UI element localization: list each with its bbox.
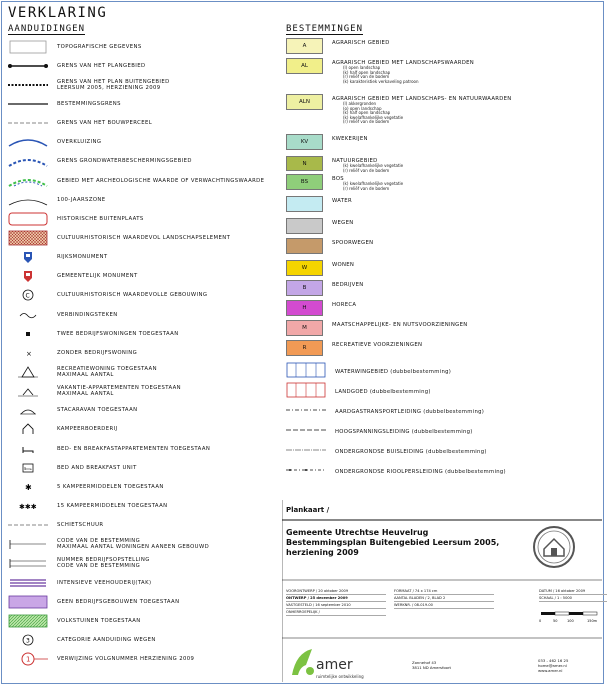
- plangrens2-icon: [8, 77, 48, 93]
- x-icon: [8, 345, 48, 361]
- house-line-icon: [8, 383, 48, 399]
- aanduiding-row: [8, 248, 280, 267]
- arc-blue-icon: [8, 153, 48, 169]
- scale-tick-150: 150m: [587, 619, 598, 623]
- plan-title: Gemeente Utrechtse Heuvelrug Bestemmingsplan Buitengebied Leersum 2005, herziening 2009: [286, 528, 500, 557]
- aanduiding-label: ZONDER BEDRIJFSWONING: [57, 349, 138, 356]
- dubbelbestemming-label: LANDGOED (dubbelbestemming): [335, 389, 431, 395]
- status-field: ONHERROEPELIJK /: [286, 609, 386, 616]
- red-grid-icon: [286, 382, 326, 402]
- status-field: WERKNR. / 08-019-00: [394, 602, 494, 609]
- thinline-icon: [8, 115, 48, 131]
- aanduiding-label: STACARAVAN TOEGESTAAN: [57, 407, 138, 414]
- aanduiding-label: CULTUURHISTORISCH WAARDEVOLLE GEBOUWING: [57, 292, 208, 299]
- house-icon: [8, 421, 48, 437]
- aanduiding-label: GRENS GRONDWATERBESCHERMINGSGEBIED: [57, 158, 192, 165]
- aanduiding-label: INTENSIEVE VEEHOUDERIJ(TAK): [57, 579, 152, 586]
- scale-tick-50: 50: [553, 619, 558, 623]
- aanduiding-label: GEMEENTELIJK MONUMENT: [57, 273, 138, 280]
- bestemming-label: AGRARISCH GEBIED MET LANDSCHAPSWAARDEN: [332, 60, 475, 66]
- aanduiding-row: [8, 114, 280, 133]
- amer-logo-mark: [286, 645, 416, 681]
- bestemming-row: [286, 260, 602, 280]
- aanduiding-label: VOLKSTUINEN TOEGESTAAN: [57, 617, 141, 624]
- bestemming-swatch: N: [286, 156, 323, 171]
- amer-logo: [286, 645, 416, 685]
- bestemming-label: SPOORWEGEN: [332, 240, 374, 246]
- aanduiding-row: [8, 554, 280, 573]
- aanduiding-label: TOPOGRAFISCHE GEGEVENS: [57, 43, 142, 50]
- hatchbox-icon: [8, 230, 48, 246]
- dubbelbestemming-label: HOOGSPANNINGSLEIDING (dubbelbestemming): [335, 429, 473, 435]
- plankaart-label: Plankaart /: [286, 506, 330, 514]
- dubbelbestemming-row: [286, 362, 602, 382]
- shield-blue-icon: [8, 249, 48, 265]
- circle-3-icon: [8, 632, 48, 648]
- purple-box-icon: [8, 594, 48, 610]
- star-icon: [8, 479, 48, 495]
- status-field: SCHAAL / 1 : 5000: [539, 595, 607, 602]
- aanduiding-label: GRENS VAN HET BOUWPERCEEL: [57, 120, 153, 127]
- aanduiding-row: [8, 75, 280, 94]
- bestemming-label: MAATSCHAPPELIJKE- EN NUTSVOORZIENINGEN: [332, 322, 468, 328]
- aanduiding-row: [8, 458, 280, 477]
- status-field: VASTGESTELD / 16 september 2010: [286, 602, 386, 609]
- plangrens-icon: [8, 58, 48, 74]
- svg-text:×: ×: [26, 349, 32, 358]
- bestemming-label: AGRARISCH GEBIED: [332, 40, 390, 46]
- svg-text:✱✱✱: ✱✱✱: [19, 502, 37, 511]
- bestemming-row: [286, 238, 602, 260]
- svg-text:3: 3: [26, 637, 30, 645]
- bestemming-swatch: [286, 196, 323, 212]
- aanduiding-label: GRENS VAN HET PLANGEBIED: [57, 62, 146, 69]
- aanduiding-row: [8, 573, 280, 592]
- topo-icon: [8, 39, 48, 55]
- bestemming-row: [286, 38, 602, 58]
- bestemming-row: [286, 134, 602, 156]
- legend-title: VERKLARING: [8, 5, 108, 21]
- aanduiding-label: CATEGORIE AANDUIDING WEGEN: [57, 636, 156, 643]
- green-box-icon: [8, 613, 48, 629]
- aanduiding-label: 100-JAARSZONE: [57, 196, 106, 203]
- redbox-icon: [8, 211, 48, 227]
- aanduiding-label: VERBINDINGSTEKEN: [57, 311, 118, 318]
- bestemming-swatch: KV: [286, 134, 323, 150]
- aanduiding-label: HISTORISCHE BUITENPLAATS: [57, 215, 144, 222]
- overkluizing-icon: [8, 134, 48, 150]
- svg-text:ruimtelijke ontwikkeling: ruimtelijke ontwikkeling: [316, 674, 364, 679]
- bestemming-row: [286, 340, 602, 362]
- aanduiding-label: 15 KAMPEERMIDDELEN TOEGESTAAN: [57, 502, 168, 509]
- bestemming-label: RECREATIEVE VOORZIENINGEN: [332, 342, 423, 348]
- dubbelbestemming-label: WATERWINGEBIED (dubbelbestemming): [335, 369, 452, 375]
- aanduiding-label: TWEE BEDRIJFSWONINGEN TOEGESTAAN: [57, 330, 179, 337]
- bestemming-sublabel: (l) open landschap (k) half open landschap (r) reliëf van de bodem (k) karakteristiek verkaveling patroon: [343, 65, 419, 84]
- aanduiding-row: [8, 171, 280, 190]
- aanduiding-label: 5 KAMPEERMIDDELEN TOEGESTAAN: [57, 483, 164, 490]
- bestemming-label: BEDRIJVEN: [332, 282, 364, 288]
- bestemmingen-heading: BESTEMMINGEN: [286, 24, 364, 34]
- dubbelbestemming-row: [286, 422, 602, 442]
- aanduiding-row: [8, 209, 280, 228]
- bestemming-label: NATUURGEBIED: [332, 158, 378, 164]
- circle-c-icon: [8, 287, 48, 303]
- bestemming-swatch: R: [286, 340, 323, 356]
- dubbelbestemming-row: [286, 462, 602, 482]
- bestemming-swatch: A: [286, 38, 323, 54]
- circle-1-icon: [8, 651, 48, 667]
- bestemming-row: [286, 320, 602, 340]
- arc-thin-icon: [8, 192, 48, 208]
- dotdash-icon: [286, 462, 326, 482]
- bestemming-row: [286, 174, 602, 196]
- bestemming-label: HORECA: [332, 302, 357, 308]
- aanduiding-row: [8, 382, 280, 401]
- svg-text:C: C: [25, 292, 30, 300]
- company-address: Zonnehof 43 3811 ND Amersfoort: [412, 660, 452, 670]
- bestemming-swatch: ALN: [286, 94, 323, 110]
- dubbelbestemming-row: [286, 442, 602, 462]
- dubbelbestemming-label: ONDERGRONDSE BUISLEIDING (dubbelbestemming): [335, 449, 487, 455]
- square-icon: [8, 326, 48, 342]
- bestemming-swatch: B: [286, 280, 323, 296]
- aanduiding-row: [8, 37, 280, 56]
- thinline-icon: [8, 517, 48, 533]
- aanduiding-label: RECREATIEWONING TOEGESTAAN MAXIMAAL AANTAL: [57, 365, 157, 378]
- bestemming-row: [286, 94, 602, 134]
- bestemming-swatch: [286, 238, 323, 254]
- bestemming-row: [286, 196, 602, 218]
- bestemming-label: WEGEN: [332, 220, 354, 226]
- bestemming-row: [286, 58, 602, 94]
- aanduidingen-heading: AANDUIDINGEN: [8, 24, 86, 34]
- bestemming-row: [286, 280, 602, 300]
- aanduiding-label: NUMMER BEDRIJFSOPSTELLING CODE VAN DE BESTEMMING: [57, 557, 150, 570]
- status-field: DATUM / 16 oktober 2009: [539, 588, 607, 595]
- aanduiding-row: [8, 611, 280, 630]
- aanduiding-row: [8, 439, 280, 458]
- dashdot-icon: [286, 402, 326, 422]
- aanduiding-row: [8, 133, 280, 152]
- company-contact: 033 - 462 16 25 home@amer.nl www.amer.nl: [538, 658, 569, 673]
- dashthin-icon: [286, 442, 326, 462]
- title-block: [282, 500, 602, 682]
- line-icon: [8, 96, 48, 112]
- bestemming-swatch: [286, 218, 323, 234]
- aanduiding-label: VAKANTIE-APPARTEMENTEN TOEGESTAAN MAXIMAAL AANTAL: [57, 385, 182, 398]
- bestemming-sublabel: (k) kwelafhankelijke vegetatie (r) reliëf van de bodem: [343, 163, 404, 173]
- bestemming-row: [286, 218, 602, 238]
- aanduiding-row: [8, 286, 280, 305]
- shield-red-icon: [8, 268, 48, 284]
- status-field: AANTAL BLADEN / 2, BLAD 2: [394, 595, 494, 602]
- bestemming-swatch: BS: [286, 174, 323, 190]
- aanduiding-row: [8, 630, 280, 649]
- bestemming-label: KWEKERIJEN: [332, 136, 368, 142]
- aanduiding-label: GRENS VAN HET PLAN BUITENGEBIED LEERSUM 2005, HERZIENING 2009: [57, 78, 170, 91]
- aanduiding-row: [8, 228, 280, 247]
- bestemming-label: WATER: [332, 198, 352, 204]
- bestemming-label: AGRARISCH GEBIED MET LANDSCHAPS- EN NATUURWAARDEN: [332, 96, 512, 102]
- aanduiding-label: SCHIETSCHUUR: [57, 522, 104, 529]
- aanduidingen-list: [8, 37, 280, 669]
- bestemmingen-list: [286, 38, 602, 482]
- aanduiding-row: [8, 305, 280, 324]
- bestemming-swatch: W: [286, 260, 323, 276]
- bestemming-sublabel: (k) kwelafhankelijke vegetatie (r) reliëf van de bodem: [343, 181, 404, 191]
- code2-icon: [8, 555, 48, 571]
- stars-icon: [8, 498, 48, 514]
- svg-text:✱: ✱: [25, 482, 32, 492]
- aanduiding-label: OVERKLUIZING: [57, 139, 102, 146]
- bestemming-row: [286, 300, 602, 320]
- svg-text:amer: amer: [316, 657, 353, 673]
- code-icon: [8, 536, 48, 552]
- aanduiding-label: CULTUURHISTORISCH WAARDEVOL LANDSCHAPSELEMENT: [57, 234, 231, 241]
- aanduiding-row: [8, 401, 280, 420]
- aanduiding-row: [8, 516, 280, 535]
- dubbelbestemming-label: AARDGASTRANSPORTLEIDING (dubbelbestemming): [335, 409, 485, 415]
- purple-lines-icon: [8, 575, 48, 591]
- municipality-logo: [529, 522, 579, 572]
- aanduiding-row: [8, 477, 280, 496]
- scale-tick-0: 0: [539, 619, 542, 623]
- aanduiding-row: [8, 324, 280, 343]
- aanduiding-label: RIJKSMONUMENT: [57, 254, 108, 261]
- bestemming-swatch: H: [286, 300, 323, 316]
- bestemming-row: [286, 156, 602, 174]
- scale-tick-100: 100: [567, 619, 574, 623]
- aanduiding-label: VERWIJZING VOLGNUMMER HERZIENING 2009: [57, 656, 195, 663]
- aanduiding-row: [8, 190, 280, 209]
- bestemming-swatch: M: [286, 320, 323, 336]
- dubbelbestemming-row: [286, 402, 602, 422]
- aanduiding-row: [8, 496, 280, 515]
- bestemming-label: BOS: [332, 176, 344, 182]
- caravan-icon: [8, 402, 48, 418]
- aanduiding-row: [8, 592, 280, 611]
- aanduiding-row: [8, 650, 280, 669]
- status-field: VOORONTWERP / 20 oktober 2009: [286, 588, 386, 595]
- aanduiding-row: [8, 420, 280, 439]
- bedbox-icon: [8, 460, 48, 476]
- aanduiding-row: [8, 535, 280, 554]
- aanduiding-row: [8, 362, 280, 381]
- bed-icon: [8, 441, 48, 457]
- aanduiding-label: KAMPEERBOERDERIJ: [57, 426, 118, 433]
- aanduiding-label: GEBIED MET ARCHEOLOGISCHE WAARDE OF VERWACHTINGSWAARDE: [57, 177, 265, 184]
- aanduiding-row: [8, 56, 280, 75]
- blue-grid-icon: [286, 362, 326, 382]
- aanduiding-row: [8, 343, 280, 362]
- aanduiding-label: CODE VAN DE BESTEMMING MAXIMAAL AANTAL WONINGEN AANEEN GEBOUWD: [57, 538, 210, 551]
- tent-icon: [8, 364, 48, 380]
- bestemming-label: WONEN: [332, 262, 355, 268]
- dubbelbestemming-row: [286, 382, 602, 402]
- status-field: FORMAAT / 74 x 174 cm: [394, 588, 494, 595]
- tilde-icon: [8, 307, 48, 323]
- dubbelbestemming-label: ONDERGRONDSE RIOOLPERSLEIDING (dubbelbestemming): [335, 469, 506, 475]
- aanduiding-row: [8, 267, 280, 286]
- aanduiding-row: [8, 152, 280, 171]
- aanduiding-label: BED AND BREAKFAST UNIT: [57, 464, 137, 471]
- bestemming-swatch: AL: [286, 58, 323, 74]
- scale-bar: [539, 610, 601, 626]
- aanduiding-label: GEEN BEDRIJFSGEBOUWEN TOEGESTAAN: [57, 598, 180, 605]
- status-field: ONTWERP / 25 december 2009: [286, 595, 386, 602]
- aanduiding-label: BED- EN BREAKFASTAPPARTEMENTEN TOEGESTAAN: [57, 445, 211, 452]
- aanduiding-row: [8, 94, 280, 113]
- dash-icon: [286, 422, 326, 442]
- bestemming-sublabel: (l) akkergronden (o) open landschap (k) half open landschap (k) kwelafhankelijke vegetatie (r) reliëf van de bodem: [343, 101, 404, 125]
- aanduiding-label: BESTEMMINGSGRENS: [57, 100, 121, 107]
- arc-green-icon: [8, 173, 48, 189]
- svg-text:1: 1: [26, 655, 31, 664]
